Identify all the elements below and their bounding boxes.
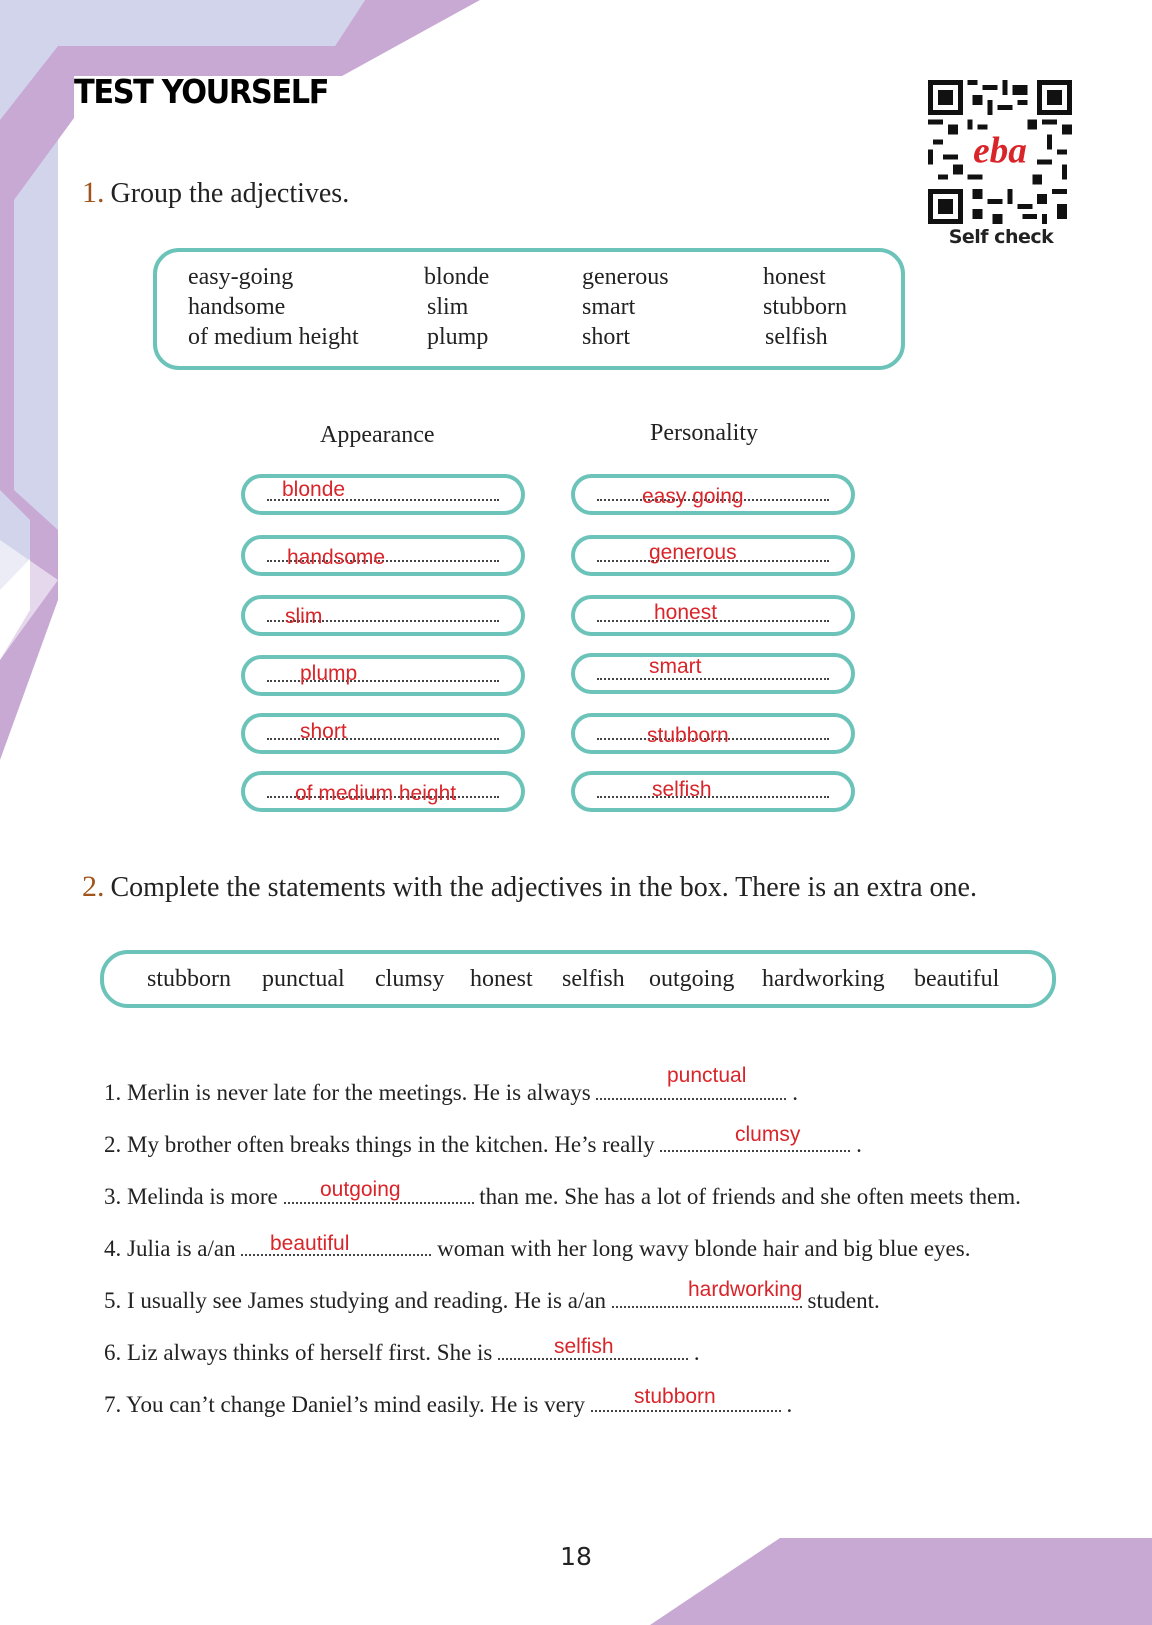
sentence-answer: hardworking <box>688 1278 803 1301</box>
word-box-item: easy-going <box>188 264 294 290</box>
word-box-item: plump <box>427 324 489 350</box>
word-box-item: hardworking <box>762 966 885 992</box>
sentence-text-before: 4. Julia is a/an <box>104 1236 242 1261</box>
sentence-text-after: . <box>780 1392 793 1417</box>
personality-heading: Personality <box>650 420 758 446</box>
sentence-text-before: 6. Liz always thinks of herself first. She is <box>104 1340 499 1365</box>
personality-answer: generous <box>649 541 737 564</box>
word-box-item: selfish <box>765 324 828 350</box>
sentence-text-after: . <box>688 1340 700 1365</box>
appearance-answer-slot[interactable] <box>241 535 525 576</box>
qr-code[interactable] <box>928 80 1072 224</box>
sentence-answer: beautiful <box>270 1232 350 1255</box>
eba-logo-text: eba <box>973 130 1027 172</box>
question-instruction: Complete the statements with the adjectives in the box. There is an extra one. <box>110 872 977 903</box>
appearance-answer-slot[interactable] <box>241 655 525 696</box>
word-box-item: short <box>582 324 630 350</box>
personality-answer: smart <box>649 655 702 678</box>
personality-answer-slot[interactable] <box>571 595 855 636</box>
sentence <box>104 1184 1021 1210</box>
sentence-text-after: than me. She has a lot of friends and she often meets them. <box>473 1184 1021 1209</box>
word-box-item: stubborn <box>147 966 231 992</box>
question-1-heading <box>82 176 349 210</box>
personality-answer-slot[interactable] <box>571 713 855 754</box>
sentence-text-after: student. <box>801 1288 880 1313</box>
appearance-heading: Appearance <box>320 422 435 448</box>
appearance-answer: slim <box>285 605 323 628</box>
word-box-item: generous <box>582 264 669 290</box>
sentence-answer: stubborn <box>634 1385 716 1408</box>
word-box-item: selfish <box>562 966 625 992</box>
sentence-answer: punctual <box>667 1064 747 1087</box>
personality-answer: selfish <box>652 778 712 801</box>
appearance-answer: short <box>300 720 347 743</box>
sentence <box>104 1236 970 1262</box>
appearance-answer-slot[interactable] <box>241 713 525 754</box>
word-box-item: honest <box>763 264 826 290</box>
word-box-item: punctual <box>262 966 345 992</box>
self-check-label: Self check <box>948 226 1054 248</box>
sentence-answer: clumsy <box>735 1123 801 1146</box>
appearance-answer: of medium height <box>295 782 457 805</box>
personality-answer-slot[interactable] <box>571 535 855 576</box>
word-box-item: clumsy <box>375 966 445 992</box>
sentence-answer: selfish <box>554 1335 614 1358</box>
page-number: 18 <box>560 1542 592 1571</box>
question-number: 1. <box>82 176 105 209</box>
word-box-item: handsome <box>188 294 286 320</box>
personality-answer: stubborn <box>647 724 729 747</box>
personality-answer: easy going <box>642 485 744 508</box>
sentence-text-before: 1. Merlin is never late for the meetings. He is always <box>104 1080 597 1105</box>
appearance-answer-slot[interactable] <box>241 771 525 812</box>
page-title: TEST YOURSELF <box>74 72 329 111</box>
sentence-answer: outgoing <box>320 1178 401 1201</box>
appearance-answer-slot[interactable] <box>241 474 525 515</box>
appearance-answer: blonde <box>282 478 346 501</box>
question-number: 2. <box>82 870 105 903</box>
personality-answer-slot[interactable] <box>571 474 855 515</box>
question-instruction: Group the adjectives. <box>110 178 350 209</box>
adjective-word-box <box>153 248 905 370</box>
sentence-text-after: woman with her long wavy blonde hair and big blue eyes. <box>431 1236 971 1261</box>
word-box-item: outgoing <box>649 966 735 992</box>
question-2-heading <box>82 870 977 904</box>
appearance-answer: plump <box>300 662 358 685</box>
sentence-text-before: 2. My brother often breaks things in the kitchen. He’s really <box>104 1132 661 1157</box>
word-box-item: blonde <box>424 264 490 290</box>
word-box-item: of medium height <box>188 324 359 350</box>
appearance-answer: handsome <box>287 546 386 569</box>
sentence-text-before: 7. You can’t change Daniel’s mind easily. He is very <box>104 1392 591 1417</box>
sentence-text-after: . <box>786 1080 798 1105</box>
sentence-text-before: 5. I usually see James studying and reading. He is a/an <box>104 1288 612 1313</box>
appearance-answer-slot[interactable] <box>241 595 525 636</box>
word-box-item: honest <box>470 966 533 992</box>
sentence-text-after: . <box>850 1132 862 1157</box>
word-box-item: slim <box>427 294 469 320</box>
word-box-item: beautiful <box>914 966 1000 992</box>
personality-answer-slot[interactable] <box>571 771 855 812</box>
personality-answer-slot[interactable] <box>571 653 855 694</box>
word-box-item: smart <box>582 294 636 320</box>
word-box-item: stubborn <box>763 294 847 320</box>
sentence-text-before: 3. Melinda is more <box>104 1184 284 1209</box>
statement-word-box <box>100 950 1056 1008</box>
personality-answer: honest <box>654 601 718 624</box>
